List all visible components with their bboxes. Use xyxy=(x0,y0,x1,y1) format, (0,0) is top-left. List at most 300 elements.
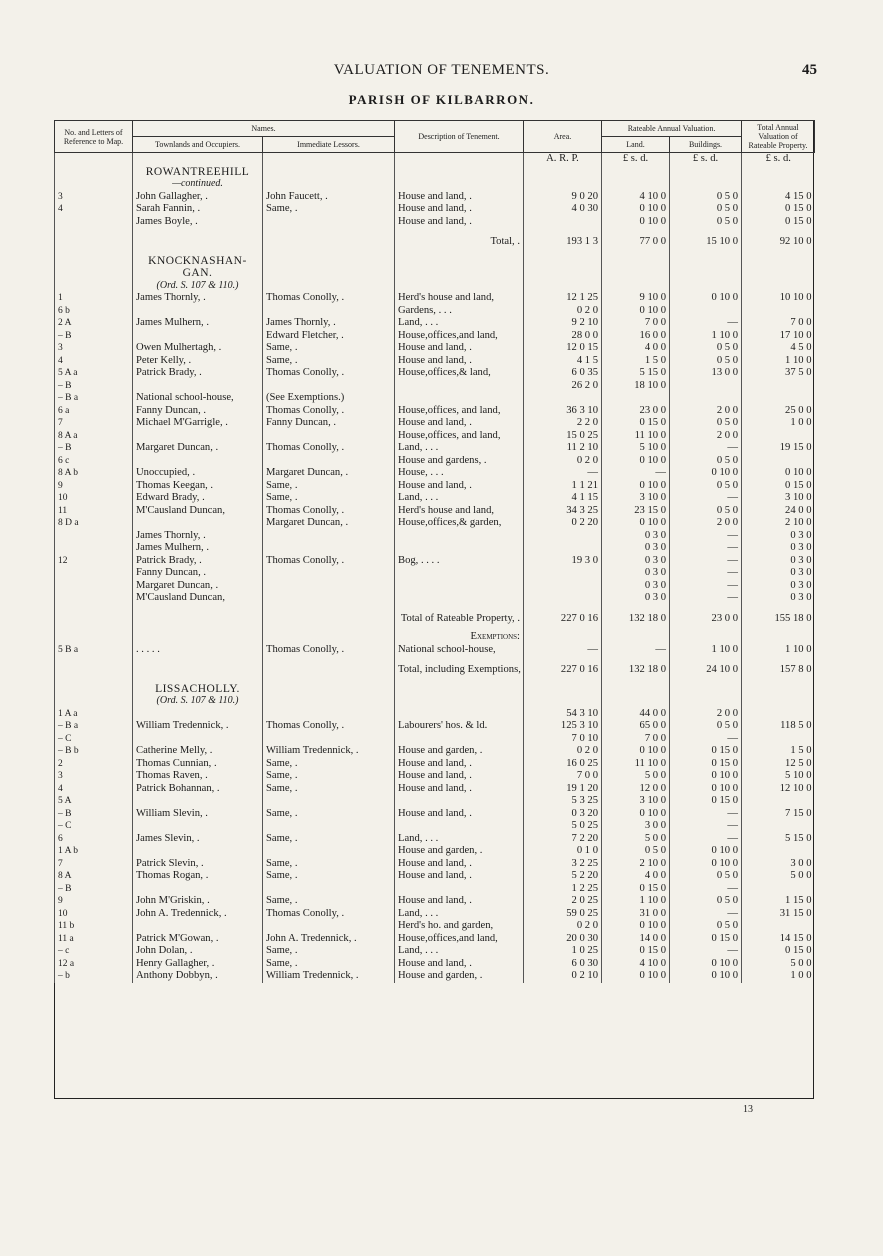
ref-cell xyxy=(55,567,133,580)
table-row xyxy=(55,191,815,204)
lessor-cell xyxy=(263,845,395,858)
occupier-cell: James Mulhern, . xyxy=(133,542,263,555)
description-cell: Total, including Exemptions, xyxy=(395,656,524,683)
total-row xyxy=(55,605,815,632)
table-row xyxy=(55,380,815,393)
area-cell xyxy=(524,255,602,268)
table-row xyxy=(55,870,815,883)
area-cell xyxy=(524,592,602,605)
description-cell: Land, . . . xyxy=(395,492,524,505)
buildings-value-cell: — xyxy=(670,580,742,593)
units-row xyxy=(55,153,815,166)
lessor-cell xyxy=(263,228,395,255)
buildings-value-cell: 0 5 0 xyxy=(670,720,742,733)
description-cell: House and land, . xyxy=(395,858,524,871)
ref-cell: 8 A xyxy=(55,870,133,883)
occupier-cell: John A. Tredennick, . xyxy=(133,908,263,921)
total-value-cell xyxy=(742,820,815,833)
occupier-cell xyxy=(133,795,263,808)
buildings-value-cell: — xyxy=(670,555,742,568)
area-cell xyxy=(524,542,602,555)
buildings-value-cell: 0 10 0 xyxy=(670,845,742,858)
description-cell xyxy=(395,255,524,268)
ref-cell xyxy=(55,683,133,696)
lessor-cell: Same, . xyxy=(263,895,395,908)
land-value-cell: 16 0 0 xyxy=(602,330,670,343)
table-row xyxy=(55,392,815,405)
ref-cell: – b xyxy=(55,970,133,983)
buildings-value-cell: — xyxy=(670,883,742,896)
land-value-cell xyxy=(602,255,670,268)
table-row xyxy=(55,933,815,946)
occupier-cell: Patrick Brady, . xyxy=(133,367,263,380)
total-value-cell: 0 3 0 xyxy=(742,542,815,555)
lessor-cell: Thomas Conolly, . xyxy=(263,644,395,657)
buildings-value-cell: 0 5 0 xyxy=(670,455,742,468)
area-cell: 5 0 25 xyxy=(524,820,602,833)
total-value-cell: 31 15 0 xyxy=(742,908,815,921)
lessor-cell: Thomas Conolly, . xyxy=(263,555,395,568)
ref-cell: 5 B a xyxy=(55,644,133,657)
buildings-value-cell: 0 10 0 xyxy=(670,970,742,983)
occupier-cell: M'Causland Duncan, xyxy=(133,592,263,605)
area-cell xyxy=(524,392,602,405)
ref-cell: 5 A xyxy=(55,795,133,808)
table-row xyxy=(55,455,815,468)
lessor-cell: Thomas Conolly, . xyxy=(263,720,395,733)
occupier-cell: Margaret Duncan, . xyxy=(133,580,263,593)
land-value-cell: — xyxy=(602,644,670,657)
occupier-cell xyxy=(133,656,263,683)
area-cell: 34 3 25 xyxy=(524,505,602,518)
lessor-cell xyxy=(263,733,395,746)
lessor-cell: Same, . xyxy=(263,758,395,771)
occupier-cell: (Ord. S. 107 & 110.) xyxy=(133,695,263,708)
ref-cell: 2 A xyxy=(55,317,133,330)
total-value-cell xyxy=(742,845,815,858)
lessor-cell: Fanny Duncan, . xyxy=(263,417,395,430)
table-row xyxy=(55,305,815,318)
description-cell: House and land, . xyxy=(395,191,524,204)
ref-cell xyxy=(55,580,133,593)
occupier-cell xyxy=(133,517,263,530)
ref-cell: – B xyxy=(55,442,133,455)
table-row xyxy=(55,808,815,821)
land-value-cell: 4 0 0 xyxy=(602,342,670,355)
area-cell: 36 3 10 xyxy=(524,405,602,418)
area-cell xyxy=(524,178,602,191)
area-cell: 0 2 0 xyxy=(524,920,602,933)
occupier-cell xyxy=(133,733,263,746)
total-value-cell: 118 5 0 xyxy=(742,720,815,733)
ref-cell: 10 xyxy=(55,908,133,921)
buildings-value-cell: 0 10 0 xyxy=(670,858,742,871)
buildings-value-cell xyxy=(670,380,742,393)
description-cell: House and land, . xyxy=(395,783,524,796)
total-row xyxy=(55,656,815,683)
lessor-cell: Thomas Conolly, . xyxy=(263,505,395,518)
lessor-cell xyxy=(263,656,395,683)
area-cell: 0 1 0 xyxy=(524,845,602,858)
buildings-value-cell: 0 5 0 xyxy=(670,342,742,355)
ref-cell: 6 b xyxy=(55,305,133,318)
total-value-cell: 5 0 0 xyxy=(742,870,815,883)
total-value-cell xyxy=(742,455,815,468)
occupier-cell xyxy=(133,380,263,393)
buildings-value-cell: 0 5 0 xyxy=(670,870,742,883)
description-cell: House,offices,and land, xyxy=(395,330,524,343)
area-cell xyxy=(524,267,602,280)
table-row xyxy=(55,845,815,858)
land-value-cell: 3 10 0 xyxy=(602,795,670,808)
lessor-cell: John Faucett, . xyxy=(263,191,395,204)
buildings-value-cell: 0 15 0 xyxy=(670,933,742,946)
total-value-cell: 12 5 0 xyxy=(742,758,815,771)
occupier-cell: M'Causland Duncan, xyxy=(133,505,263,518)
lessor-cell xyxy=(263,567,395,580)
buildings-value-cell: 1 10 0 xyxy=(670,644,742,657)
col-header-description: Description of Tenement. xyxy=(395,121,524,153)
ref-cell xyxy=(55,656,133,683)
ref-cell xyxy=(55,166,133,179)
total-value-cell: 0 10 0 xyxy=(742,467,815,480)
ref-cell: – B xyxy=(55,808,133,821)
table-row xyxy=(55,733,815,746)
occupier-cell: James Mulhern, . xyxy=(133,317,263,330)
total-value-cell: 19 15 0 xyxy=(742,442,815,455)
ref-cell: 8 A a xyxy=(55,430,133,443)
land-value-cell: 0 3 0 xyxy=(602,592,670,605)
total-value-cell xyxy=(742,683,815,696)
occupier-cell: Catherine Melly, . xyxy=(133,745,263,758)
col-header-total: Total Annual Valuation of Rateable Property. xyxy=(742,121,815,153)
occupier-cell xyxy=(133,430,263,443)
ref-cell: 8 D a xyxy=(55,517,133,530)
total-value-cell: 10 10 0 xyxy=(742,292,815,305)
lessor-cell xyxy=(263,920,395,933)
lessor-cell xyxy=(263,580,395,593)
page-number: 45 xyxy=(802,62,817,78)
area-cell xyxy=(524,530,602,543)
total-value-cell: 0 15 0 xyxy=(742,203,815,216)
total-value-cell: 0 3 0 xyxy=(742,592,815,605)
buildings-value-cell: 0 15 0 xyxy=(670,758,742,771)
occupier-cell xyxy=(133,330,263,343)
description-cell xyxy=(395,542,524,555)
total-value-cell xyxy=(742,166,815,179)
occupier-cell: . . . . . xyxy=(133,644,263,657)
land-value-cell: 0 10 0 xyxy=(602,808,670,821)
table-row xyxy=(55,945,815,958)
lessor-cell xyxy=(263,542,395,555)
table-row xyxy=(55,317,815,330)
lessor-cell: Same, . xyxy=(263,870,395,883)
area-cell: 3 2 25 xyxy=(524,858,602,871)
total-value-cell: 0 3 0 xyxy=(742,580,815,593)
col-header-townlands: Townlands and Occupiers. xyxy=(133,137,263,153)
table-row xyxy=(55,430,815,443)
description-cell xyxy=(395,733,524,746)
occupier-cell: Patrick Bohannan, . xyxy=(133,783,263,796)
table-row xyxy=(55,292,815,305)
description-cell: Land, . . . xyxy=(395,317,524,330)
occupier-cell: William Slevin, . xyxy=(133,808,263,821)
buildings-value-cell xyxy=(670,695,742,708)
lessor-cell: Same, . xyxy=(263,833,395,846)
land-value-cell: 4 10 0 xyxy=(602,958,670,971)
total-value-cell xyxy=(742,631,815,644)
buildings-value-cell: 2 0 0 xyxy=(670,517,742,530)
area-cell xyxy=(524,580,602,593)
description-cell xyxy=(395,392,524,405)
table-row xyxy=(55,958,815,971)
land-value-cell: 7 0 0 xyxy=(602,317,670,330)
occupier-cell: Patrick Brady, . xyxy=(133,555,263,568)
occupier-cell: LISSACHOLLY. xyxy=(133,683,263,696)
total-value-cell: 1 0 0 xyxy=(742,970,815,983)
land-value-cell: 0 10 0 xyxy=(602,455,670,468)
land-value-cell xyxy=(602,280,670,293)
occupier-cell: William Tredennick, . xyxy=(133,720,263,733)
land-value-cell xyxy=(602,695,670,708)
ref-cell xyxy=(55,255,133,268)
buildings-value-cell: 0 5 0 xyxy=(670,191,742,204)
ref-cell: 3 xyxy=(55,770,133,783)
buildings-value-cell: 15 10 0 xyxy=(670,228,742,255)
ref-cell: 4 xyxy=(55,783,133,796)
ref-cell xyxy=(55,605,133,632)
occupier-cell xyxy=(133,305,263,318)
buildings-value-cell: — xyxy=(670,733,742,746)
land-value-cell: 2 10 0 xyxy=(602,858,670,871)
lessor-cell xyxy=(263,631,395,644)
total-value-cell xyxy=(742,430,815,443)
total-value-cell: 3 0 0 xyxy=(742,858,815,871)
ref-cell: 3 xyxy=(55,191,133,204)
lessor-cell xyxy=(263,592,395,605)
area-cell: 28 0 0 xyxy=(524,330,602,343)
occupier-cell: GAN. xyxy=(133,267,263,280)
buildings-value-cell: — xyxy=(670,592,742,605)
description-cell: Exemptions: xyxy=(395,631,524,644)
land-value-cell: 0 10 0 xyxy=(602,480,670,493)
description-cell: House, . . . xyxy=(395,467,524,480)
buildings-value-cell: 24 10 0 xyxy=(670,656,742,683)
section-heading-row xyxy=(55,178,815,191)
total-value-cell xyxy=(742,255,815,268)
col-header-ref: No. and Letters of Reference to Map. xyxy=(55,121,133,153)
lessor-cell xyxy=(263,605,395,632)
description-cell: House and land, . xyxy=(395,958,524,971)
description-cell: House,offices, and land, xyxy=(395,405,524,418)
buildings-value-cell: — xyxy=(670,317,742,330)
buildings-value-cell: 2 0 0 xyxy=(670,708,742,721)
table-row xyxy=(55,480,815,493)
area-cell: 0 2 20 xyxy=(524,517,602,530)
area-cell: 9 2 10 xyxy=(524,317,602,330)
buildings-value-cell: — xyxy=(670,820,742,833)
lessor-cell: Same, . xyxy=(263,770,395,783)
ref-cell: 9 xyxy=(55,895,133,908)
section-heading-row xyxy=(55,631,815,644)
table-row xyxy=(55,720,815,733)
description-cell: National school-house, xyxy=(395,644,524,657)
description-cell: House and land, . xyxy=(395,203,524,216)
lessor-cell: Thomas Conolly, . xyxy=(263,367,395,380)
area-cell: 15 0 25 xyxy=(524,430,602,443)
total-value-cell: 0 15 0 xyxy=(742,945,815,958)
land-value-cell: 4 0 0 xyxy=(602,870,670,883)
table-row xyxy=(55,644,815,657)
occupier-cell: Fanny Duncan, . xyxy=(133,567,263,580)
buildings-value-cell: 0 5 0 xyxy=(670,920,742,933)
table-row xyxy=(55,833,815,846)
buildings-value-cell: — xyxy=(670,567,742,580)
occupier-cell: James Slevin, . xyxy=(133,833,263,846)
land-value-cell xyxy=(602,178,670,191)
ref-cell xyxy=(55,695,133,708)
lessor-cell xyxy=(263,883,395,896)
occupier-cell: Margaret Duncan, . xyxy=(133,442,263,455)
description-cell: House and land, . xyxy=(395,355,524,368)
land-value-cell: 0 15 0 xyxy=(602,883,670,896)
land-value-cell: 0 3 0 xyxy=(602,530,670,543)
table-row xyxy=(55,505,815,518)
description-cell: Land, . . . xyxy=(395,442,524,455)
land-value-cell: 44 0 0 xyxy=(602,708,670,721)
buildings-value-cell xyxy=(670,683,742,696)
land-value-cell: 65 0 0 xyxy=(602,720,670,733)
lessor-cell: Edward Fletcher, . xyxy=(263,330,395,343)
lessor-cell: (See Exemptions.) xyxy=(263,392,395,405)
area-cell xyxy=(524,280,602,293)
table-row xyxy=(55,820,815,833)
total-value-cell xyxy=(742,392,815,405)
parish-heading: PARISH OF KILBARRON. xyxy=(348,92,535,107)
table-row xyxy=(55,330,815,343)
total-value-cell: 25 0 0 xyxy=(742,405,815,418)
occupier-cell: National school-house, xyxy=(133,392,263,405)
total-value-cell: 1 10 0 xyxy=(742,644,815,657)
area-cell: 0 2 0 xyxy=(524,305,602,318)
occupier-cell xyxy=(133,631,263,644)
table-row xyxy=(55,555,815,568)
land-value-cell: 11 10 0 xyxy=(602,758,670,771)
description-cell xyxy=(395,795,524,808)
occupier-cell: James Boyle, . xyxy=(133,216,263,229)
occupier-cell: KNOCKNASHAN- xyxy=(133,255,263,268)
total-value-cell: 37 5 0 xyxy=(742,367,815,380)
occupier-cell: James Thornly, . xyxy=(133,292,263,305)
land-value-cell xyxy=(602,267,670,280)
total-value-cell: 0 15 0 xyxy=(742,480,815,493)
description-cell xyxy=(395,580,524,593)
description-cell: House and garden, . xyxy=(395,845,524,858)
buildings-value-cell: 0 5 0 xyxy=(670,895,742,908)
ref-cell: 6 xyxy=(55,833,133,846)
table-row xyxy=(55,783,815,796)
total-value-cell: 155 18 0 xyxy=(742,605,815,632)
occupier-cell: Patrick M'Gowan, . xyxy=(133,933,263,946)
total-value-cell xyxy=(742,708,815,721)
land-value-cell: 77 0 0 xyxy=(602,228,670,255)
total-value-cell: 0 3 0 xyxy=(742,530,815,543)
total-value-cell: 5 10 0 xyxy=(742,770,815,783)
area-cell: 227 0 16 xyxy=(524,656,602,683)
description-cell xyxy=(395,267,524,280)
total-value-cell: 0 3 0 xyxy=(742,567,815,580)
description-cell xyxy=(395,178,524,191)
total-value-cell xyxy=(742,795,815,808)
lessor-cell: John A. Tredennick, . xyxy=(263,933,395,946)
ref-cell: – B xyxy=(55,883,133,896)
occupier-cell xyxy=(133,708,263,721)
occupier-cell: James Thornly, . xyxy=(133,530,263,543)
total-value-cell: 1 0 0 xyxy=(742,417,815,430)
occupier-cell: John M'Griskin, . xyxy=(133,895,263,908)
land-value-cell: 5 0 0 xyxy=(602,770,670,783)
total-value-cell: 3 10 0 xyxy=(742,492,815,505)
buildings-value-cell xyxy=(670,305,742,318)
lessor-cell: Same, . xyxy=(263,858,395,871)
description-cell: House,offices,& land, xyxy=(395,367,524,380)
lessor-cell xyxy=(263,708,395,721)
land-value-cell: 12 0 0 xyxy=(602,783,670,796)
total-value-cell: 4 15 0 xyxy=(742,191,815,204)
area-cell: 1 0 25 xyxy=(524,945,602,958)
description-cell: House and land, . xyxy=(395,808,524,821)
description-cell xyxy=(395,380,524,393)
ref-cell: 4 xyxy=(55,355,133,368)
buildings-value-cell: 0 10 0 xyxy=(670,292,742,305)
buildings-value-cell: — xyxy=(670,808,742,821)
description-cell xyxy=(395,820,524,833)
land-value-cell: 3 10 0 xyxy=(602,492,670,505)
area-cell: 193 1 3 xyxy=(524,228,602,255)
land-value-cell: 5 0 0 xyxy=(602,833,670,846)
section-heading-row xyxy=(55,255,815,268)
description-cell xyxy=(395,708,524,721)
lessor-cell: Same, . xyxy=(263,945,395,958)
lessor-cell: Same, . xyxy=(263,958,395,971)
ref-cell: 1 A b xyxy=(55,845,133,858)
section-heading-row xyxy=(55,695,815,708)
buildings-value-cell: 0 5 0 xyxy=(670,417,742,430)
occupier-cell: Patrick Slevin, . xyxy=(133,858,263,871)
table-body xyxy=(55,153,815,983)
ref-cell xyxy=(55,216,133,229)
occupier-cell: (Ord. S. 107 & 110.) xyxy=(133,280,263,293)
table-row xyxy=(55,567,815,580)
lessor-cell xyxy=(263,267,395,280)
area-units: A. R. P. xyxy=(524,153,602,166)
lessor-cell: Same, . xyxy=(263,342,395,355)
buildings-value-cell: — xyxy=(670,492,742,505)
land-value-cell: 0 10 0 xyxy=(602,203,670,216)
land-value-cell: 11 10 0 xyxy=(602,430,670,443)
area-cell: — xyxy=(524,467,602,480)
table-row xyxy=(55,203,815,216)
total-value-cell xyxy=(742,695,815,708)
area-cell: 26 2 0 xyxy=(524,380,602,393)
col-header-buildings: Buildings. xyxy=(670,137,742,153)
land-value-cell: 0 10 0 xyxy=(602,745,670,758)
area-cell: 7 0 10 xyxy=(524,733,602,746)
land-value-cell xyxy=(602,392,670,405)
table-row xyxy=(55,592,815,605)
description-cell xyxy=(395,530,524,543)
table-row xyxy=(55,770,815,783)
